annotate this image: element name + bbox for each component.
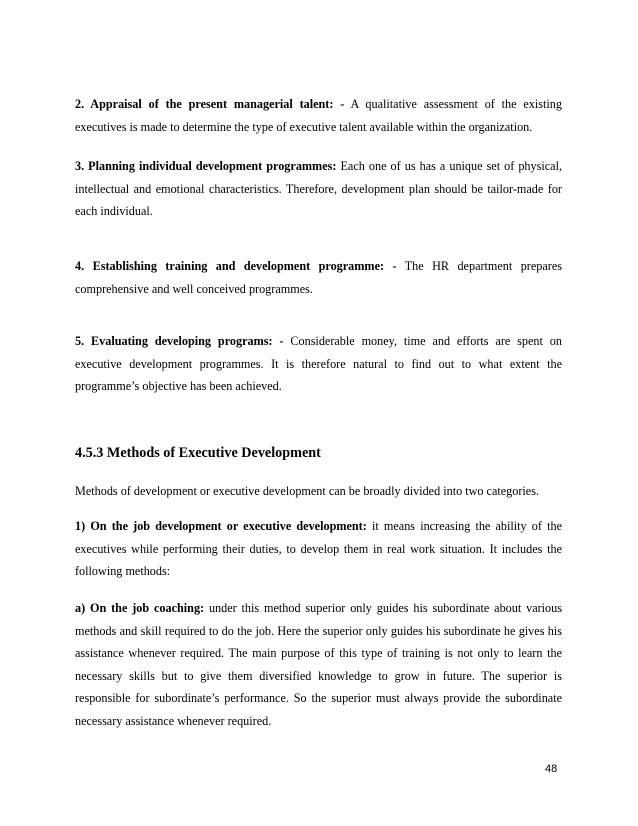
paragraph-lead: 2. Appraisal of the present managerial talent: -	[75, 97, 345, 111]
paragraph-lead: 5. Evaluating developing programs: -	[75, 334, 284, 348]
paragraph-lead: 4. Establishing training and development programme: -	[75, 259, 397, 273]
paragraph-body: The HR department prepares comprehensive and well conceived programmes.	[75, 259, 562, 296]
paragraph-lead: a) On the job coaching:	[75, 601, 205, 615]
paragraph-evaluating	[75, 330, 562, 398]
paragraph-lead: 1) On the job development or executive development:	[75, 519, 367, 533]
paragraph-body: A qualitative assessment of the existing executives is made to determine the type of executive talent available within the organization.	[75, 97, 562, 134]
section-heading: 4.5.3 Methods of Executive Development	[75, 445, 321, 461]
intro-paragraph: Methods of development or executive development can be broadly divided into two categories.	[75, 484, 539, 498]
paragraph-on-the-job-development	[75, 515, 562, 583]
paragraph-body: it means increasing the ability of the executives while performing their duties, to develop them in real work situation. It includes the following methods:	[75, 519, 563, 578]
paragraph-body: under this method superior only guides his subordinate about various methods and skill required to do the job. Here the superior only guides his subordinate he gives his assistance whenever required. The main purpose of this type of training is not only to learn the necessary skills but to give them diversified knowledge to grow in future. The superior is responsible for subordinate’s performance. So the superior must always provide the subordinate necessary assistance whenever required.	[75, 601, 562, 728]
paragraph-lead: 3. Planning individual development programmes:	[75, 159, 337, 173]
paragraph-on-the-job-coaching	[75, 597, 562, 732]
paragraph-body: Considerable money, time and efforts are spent on executive development programmes. It is therefore natural to find out to what extent the programme’s objective has been achieved.	[75, 334, 562, 393]
paragraph-establishing	[75, 255, 562, 300]
document-page	[75, 0, 562, 826]
paragraph-body: Each one of us has a unique set of physical, intellectual and emotional characteristics. Therefore, development plan should be tailor-made for each individual.	[75, 159, 563, 218]
page-number: 48	[545, 763, 558, 775]
paragraph-appraisal	[75, 93, 562, 138]
paragraph-planning	[75, 155, 562, 223]
